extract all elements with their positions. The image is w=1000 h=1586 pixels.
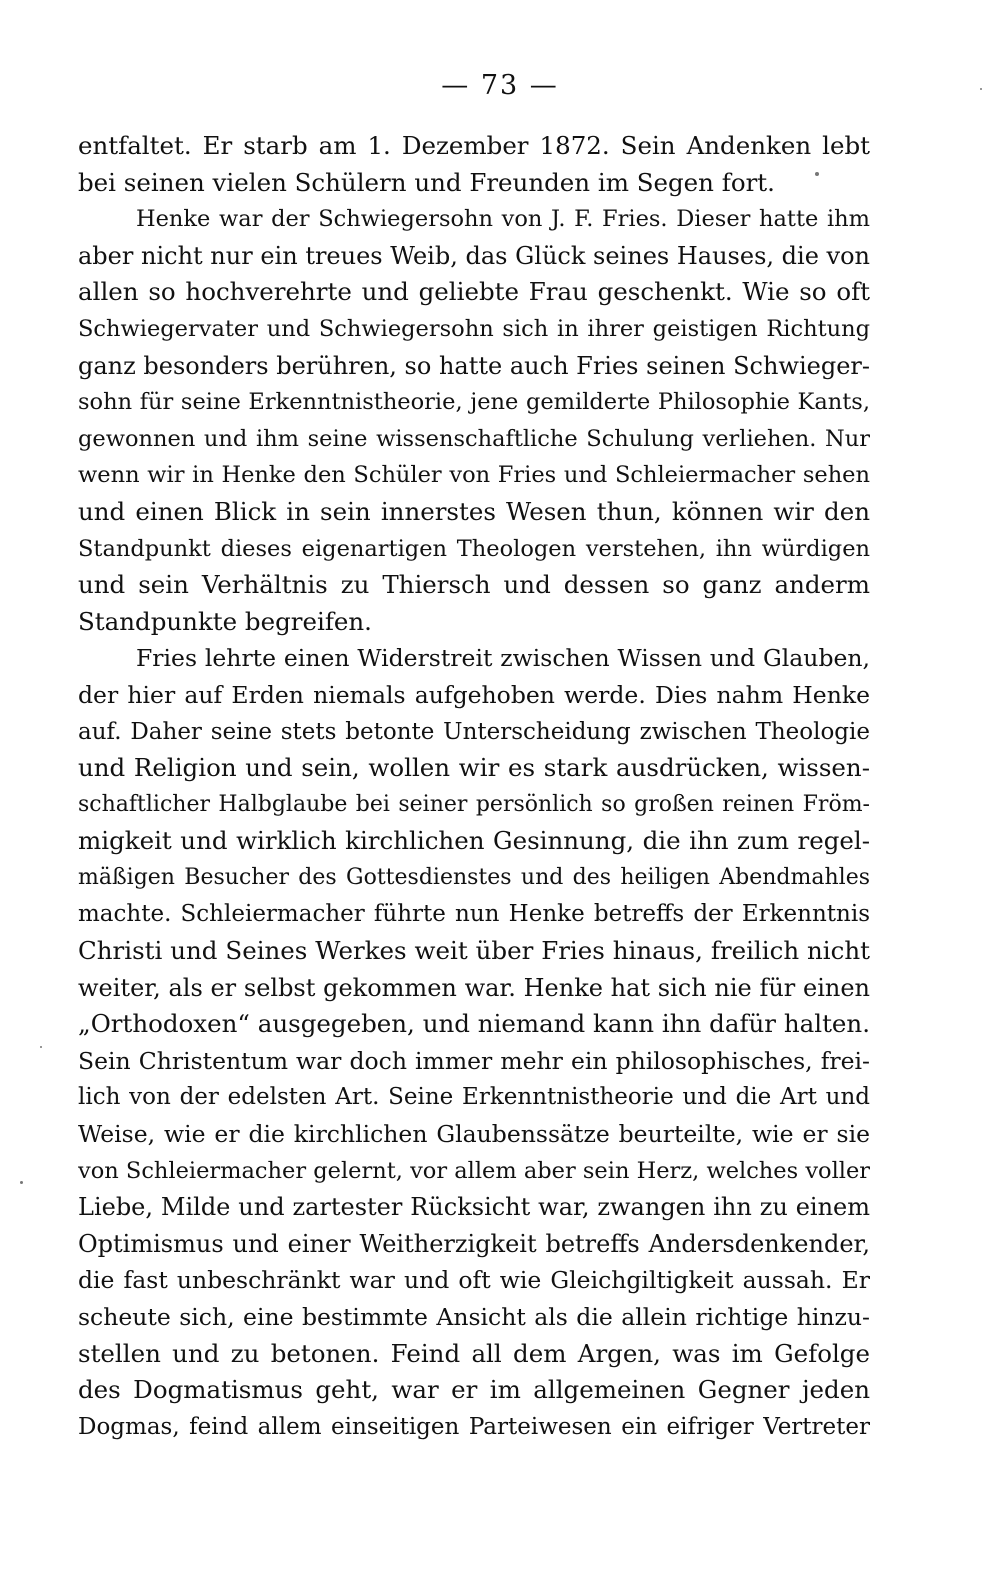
text-line: machte. Schleiermacher führte nun Henke betreffs der Erkenntnis (78, 901, 870, 928)
text-line: gewonnen und ihm seine wissenschaftliche Schulung verliehen. Nur (78, 425, 870, 452)
text-line: Christi und Seines Werkes weit über Fries hinaus, freilich nicht (78, 936, 870, 966)
text-line: schaftlicher Halbglaube bei seiner persönlich so großen reinen Fröm- (78, 791, 870, 817)
text-line: von Schleiermacher gelernt, vor allem aber sein Herz, welches voller (78, 1157, 870, 1184)
text-line: und einen Blick in sein innerstes Wesen thun, können wir den (78, 496, 870, 526)
text-line: Sein Christentum war doch immer mehr ein philosophisches, frei- (78, 1046, 870, 1075)
text-line: bei seinen vielen Schülern und Freunden im Segen fort. (78, 167, 775, 197)
text-line: „Orthodoxen“ ausgegeben, und niemand kann ihn dafür halten. (78, 1009, 870, 1039)
text-line: auf. Daher seine stets betonte Unterscheidung zwischen Theologie (78, 718, 870, 745)
print-speck (20, 1181, 23, 1184)
text-line: stellen und zu betonen. Feind all dem Argen, was im Gefolge (78, 1338, 870, 1368)
text-line: lich von der edelsten Art. Seine Erkenntnistheorie und die Art und (78, 1084, 870, 1111)
text-line: Henke war der Schwiegersohn von J. F. Fries. Dieser hatte ihm (136, 206, 870, 233)
text-line: Optimismus und einer Weitherzigkeit betreffs Andersdenkender, (78, 1229, 870, 1258)
text-line: ganz besonders berühren, so hatte auch Fries seinen Schwieger- (78, 351, 870, 380)
print-speck (40, 1046, 42, 1048)
print-speck (980, 88, 982, 90)
text-line: der hier auf Erden niemals aufgehoben werde. Dies nahm Henke (78, 680, 870, 709)
text-line: allen so hochverehrte und geliebte Frau geschenkt. Wie so oft (78, 277, 870, 307)
text-line: die fast unbeschränkt war und oft wie Gleichgiltigkeit aussah. Er (78, 1266, 870, 1295)
text-line: aber nicht nur ein treues Weib, das Glück seines Hauses, die von (78, 241, 870, 270)
text-line: scheute sich, eine bestimmte Ansicht als die allein richtige hinzu- (78, 1303, 870, 1331)
text-line: wenn wir in Henke den Schüler von Fries und Schleiermacher sehen (78, 462, 870, 489)
text-line: weiter, als er selbst gekommen war. Henke hat sich nie für einen (78, 973, 870, 1002)
text-line: Schwiegervater und Schwiegersohn sich in ihrer geistigen Richtung (78, 315, 870, 342)
text-line: Dogmas, feind allem einseitigen Parteiwesen ein eifriger Vertreter (78, 1413, 870, 1440)
text-line: Standpunkte begreifen. (78, 606, 372, 636)
body-text (78, 128, 870, 1445)
text-line: mäßigen Besucher des Gottesdienstes und des heiligen Abendmahles (78, 864, 870, 890)
text-line: und Religion und sein, wollen wir es stark ausdrücken, wissen- (78, 753, 870, 783)
text-line: sohn für seine Erkenntnistheorie, jene gemilderte Philosophie Kants, (78, 389, 870, 416)
text-line: migkeit und wirklich kirchlichen Gesinnung, die ihn zum regel- (78, 826, 870, 856)
text-line: entfaltet. Er starb am 1. Dezember 1872. Sein Andenken lebt (78, 131, 870, 160)
print-speck (815, 172, 819, 176)
text-line: Liebe, Milde und zartester Rücksicht war, zwangen ihn zu einem (78, 1193, 870, 1222)
text-line: Standpunkt dieses eigenartigen Theologen verstehen, ihn würdigen (78, 535, 870, 562)
text-line: und sein Verhältnis zu Thiersch und dessen so ganz anderm (78, 570, 870, 600)
page-number: — 73 — (441, 70, 559, 101)
text-line: Fries lehrte einen Widerstreit zwischen Wissen und Glauben, (136, 644, 870, 673)
text-line: des Dogmatismus geht, war er im allgemeinen Gegner jeden (78, 1375, 870, 1405)
text-line: Weise, wie er die kirchlichen Glaubenssätze beurteilte, wie er sie (78, 1120, 870, 1149)
